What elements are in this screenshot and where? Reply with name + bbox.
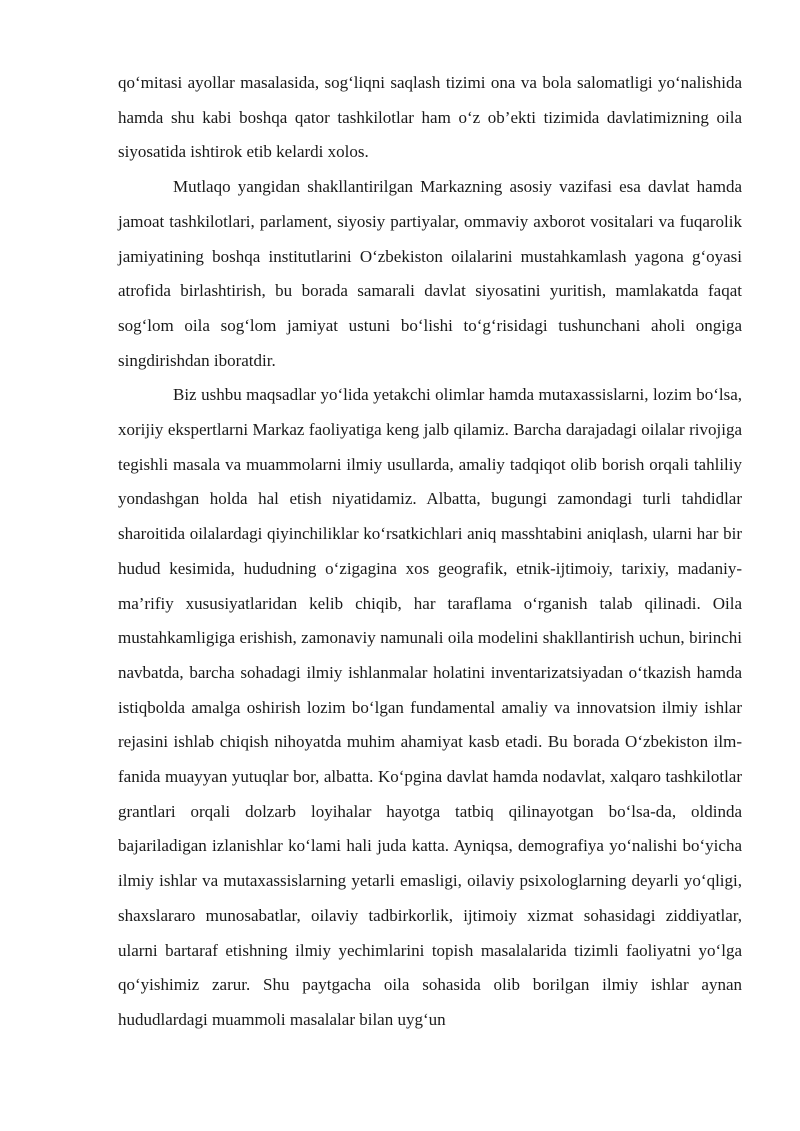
paragraph-center-mission: Mutlaqo yangidan shakllantirilgan Markazning asosiy vazifasi esa davlat hamda jamoat tashkilotlari, parlament, siyosiy partiyalar, ommaviy axborot vositalari va fuqarolik jamiyatining boshqa institutlarini O‘zbekiston oilalarini mustahkamlash yagona g‘oyasi atrofida birlashtirish, bu borada samarali davlat siyosatini yuritish, mamlakatda faqat sog‘lom oila sog‘lom jamiyat ustuni bo‘lishi to‘g‘risidagi tushunchani aholi ongiga singdirishdan iboratdir.	[118, 177, 742, 370]
paragraph-continuation: qo‘mitasi ayollar masalasida, sog‘liqni saqlash tizimi ona va bola salomatligi yo‘nalishida hamda shu kabi boshqa qator tashkilotlar ham o‘z ob’ekti tizimida davlatimizning oila siyosatida ishtirok etib kelardi xolos.	[118, 73, 742, 162]
document-page	[118, 66, 742, 1038]
paragraph-research-goals: Biz ushbu maqsadlar yo‘lida yetakchi olimlar hamda mutaxassislarni, lozim bo‘lsa, xorijiy ekspertlarni Markaz faoliyatiga keng jalb qilamiz. Barcha darajadagi oilalar rivojiga tegishli masala va muammolarni ilmiy usullarda, amaliy tadqiqot olib borish orqali tahliliy yondashgan holda hal etish niyatidamiz. Albatta, bugungi zamondagi turli tahdidlar sharoitida oilalardagi qiyinchiliklar ko‘rsatkichlari aniq masshtabini aniqlash, ularni har bir hudud kesimida, hududning o‘zigagina xos geografik, etnik-ijtimoiy, tarixiy, madaniy-ma’rifiy xususiyatlaridan kelib chiqib, har taraflama o‘rganish talab qilinadi. Oila mustahkamligiga erishish, zamonaviy namunali oila modelini shakllantirish uchun, birinchi navbatda, barcha sohadagi ilmiy ishlanmalar holatini inventarizatsiyadan o‘tkazish hamda istiqbolda amalga oshirish lozim bo‘lgan fundamental amaliy va innovatsion ilmiy ishlar rejasini ishlab chiqish nihoyatda muhim ahamiyat kasb etadi. Bu borada O‘zbekiston ilm-fanida muayyan yutuqlar bor, albatta. Ko‘pgina davlat hamda nodavlat, xalqaro tashkilotlar grantlari orqali dolzarb loyihalar hayotga tatbiq qilinayotgan bo‘lsa-da, oldinda bajariladigan izlanishlar ko‘lami hali juda katta. Ayniqsa, demografiya yo‘nalishi bo‘yicha ilmiy ishlar va mutaxassislarning yetarli emasligi, oilaviy psixologlarning deyarli yo‘qligi, shaxslararo munosabatlar, oilaviy tadbirkorlik, ijtimoiy xizmat sohasidagi ziddiyatlar, ularni bartaraf etishning ilmiy yechimlarini topish masalalarida tizimli faoliyatni yo‘lga qo‘yishimiz zarur. Shu paytgacha oila sohasida olib borilgan ilmiy ishlar aynan hududlardagi muammoli masalalar bilan uyg‘un	[118, 385, 742, 1029]
